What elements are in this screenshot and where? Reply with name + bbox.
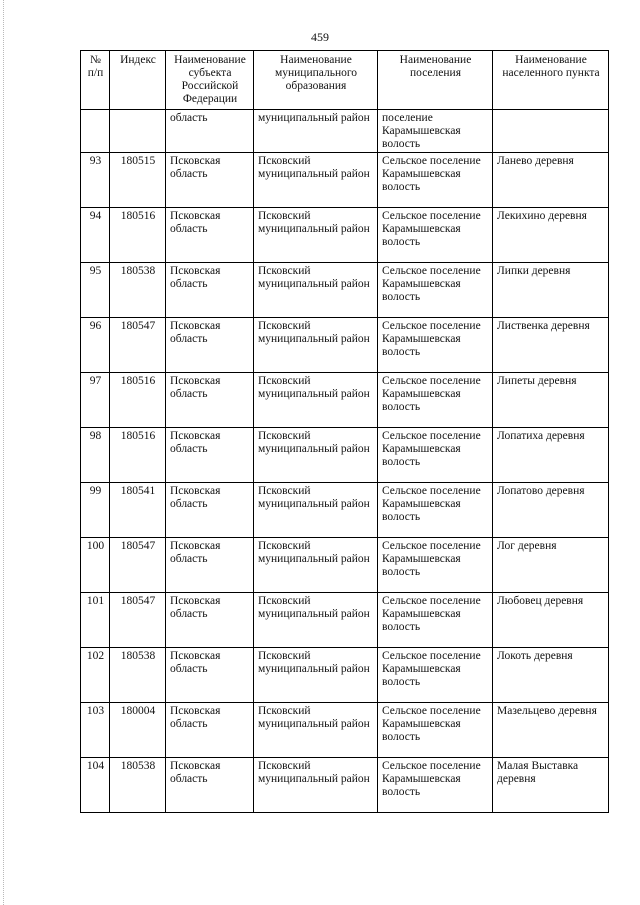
cell-settlement: Сельское поселение Карамышевская волость xyxy=(378,373,493,428)
cell-municipality: Псковский муниципальный район xyxy=(254,318,378,373)
header-index: Индекс xyxy=(110,51,166,110)
table-row xyxy=(81,758,609,813)
cell-number: 96 xyxy=(81,318,110,373)
cell-municipality: Псковский муниципальный район xyxy=(254,373,378,428)
table-row xyxy=(81,483,609,538)
table-row xyxy=(81,593,609,648)
cell-settlement: Сельское поселение Карамышевская волость xyxy=(378,483,493,538)
cell-subject: Псковская область xyxy=(166,593,254,648)
cell-subject: Псковская область xyxy=(166,703,254,758)
cell-settlement: Сельское поселение Карамышевская волость xyxy=(378,538,493,593)
cell-index: 180516 xyxy=(110,373,166,428)
cell-settlement: Сельское поселение Карамышевская волость xyxy=(378,428,493,483)
cell-municipality: Псковский муниципальный район xyxy=(254,263,378,318)
header-number: № п/п xyxy=(81,51,110,110)
cell-settlement: Сельское поселение Карамышевская волость xyxy=(378,593,493,648)
cell-index: 180538 xyxy=(110,648,166,703)
cell-index: 180515 xyxy=(110,153,166,208)
cell-subject: Псковская область xyxy=(166,318,254,373)
table-row xyxy=(81,428,609,483)
header-locality: Наименование населенного пункта xyxy=(493,51,609,110)
cell-index: 180004 xyxy=(110,703,166,758)
table-row xyxy=(81,373,609,428)
header-settlement: Наименование поселения xyxy=(378,51,493,110)
cell-locality: Лопатово деревня xyxy=(493,483,609,538)
cell-number: 95 xyxy=(81,263,110,318)
cell-number: 104 xyxy=(81,758,110,813)
cell-subject: Псковская область xyxy=(166,373,254,428)
cell-municipality: Псковский муниципальный район xyxy=(254,153,378,208)
cell-number: 100 xyxy=(81,538,110,593)
cell-locality: Любовец деревня xyxy=(493,593,609,648)
localities-table xyxy=(80,50,609,813)
table-row xyxy=(81,153,609,208)
cell-subject: Псковская область xyxy=(166,428,254,483)
table-row xyxy=(81,208,609,263)
cell-subject: Псковская область xyxy=(166,483,254,538)
cell-settlement: Сельское поселение Карамышевская волость xyxy=(378,208,493,263)
cell-index xyxy=(110,110,166,153)
cell-subject: Псковская область xyxy=(166,153,254,208)
header-subject: Наименование субъекта Российской Федерации xyxy=(166,51,254,110)
cell-index: 180547 xyxy=(110,538,166,593)
cell-number: 93 xyxy=(81,153,110,208)
cell-locality: Лекихино деревня xyxy=(493,208,609,263)
cell-subject: Псковская область xyxy=(166,263,254,318)
cell-subject: область xyxy=(166,110,254,153)
cell-index: 180538 xyxy=(110,263,166,318)
table-row xyxy=(81,318,609,373)
cell-subject: Псковская область xyxy=(166,648,254,703)
cell-locality: Лиственка деревня xyxy=(493,318,609,373)
cell-locality xyxy=(493,110,609,153)
cell-municipality: Псковский муниципальный район xyxy=(254,593,378,648)
table-row xyxy=(81,703,609,758)
page-number: 459 xyxy=(311,30,329,44)
cell-number: 98 xyxy=(81,428,110,483)
cell-index: 180547 xyxy=(110,318,166,373)
cell-municipality: муниципальный район xyxy=(254,110,378,153)
cell-locality: Лопатиха деревня xyxy=(493,428,609,483)
cell-index: 180516 xyxy=(110,428,166,483)
cell-settlement: Сельское поселение Карамышевская волость xyxy=(378,648,493,703)
cell-locality: Локоть деревня xyxy=(493,648,609,703)
cell-number: 97 xyxy=(81,373,110,428)
cell-locality: Липеты деревня xyxy=(493,373,609,428)
cell-locality: Мазельцево деревня xyxy=(493,703,609,758)
cell-locality: Лог деревня xyxy=(493,538,609,593)
cell-index: 180516 xyxy=(110,208,166,263)
cell-index: 180541 xyxy=(110,483,166,538)
table-row xyxy=(81,538,609,593)
cell-number: 102 xyxy=(81,648,110,703)
cell-number: 94 xyxy=(81,208,110,263)
cell-index: 180538 xyxy=(110,758,166,813)
cell-municipality: Псковский муниципальный район xyxy=(254,758,378,813)
cell-number: 103 xyxy=(81,703,110,758)
cell-locality: Липки деревня xyxy=(493,263,609,318)
cell-subject: Псковская область xyxy=(166,758,254,813)
cell-settlement: Сельское поселение Карамышевская волость xyxy=(378,318,493,373)
cell-settlement: поселение Карамышевская волость xyxy=(378,110,493,153)
cell-settlement: Сельское поселение Карамышевская волость xyxy=(378,703,493,758)
table-row xyxy=(81,648,609,703)
cell-subject: Псковская область xyxy=(166,538,254,593)
continuation-row xyxy=(81,110,609,153)
cell-municipality: Псковский муниципальный район xyxy=(254,703,378,758)
cell-number xyxy=(81,110,110,153)
cell-settlement: Сельское поселение Карамышевская волость xyxy=(378,758,493,813)
cell-municipality: Псковский муниципальный район xyxy=(254,208,378,263)
cell-municipality: Псковский муниципальный район xyxy=(254,648,378,703)
cell-municipality: Псковский муниципальный район xyxy=(254,428,378,483)
cell-index: 180547 xyxy=(110,593,166,648)
cell-subject: Псковская область xyxy=(166,208,254,263)
cell-locality: Малая Выставка деревня xyxy=(493,758,609,813)
cell-number: 101 xyxy=(81,593,110,648)
cell-settlement: Сельское поселение Карамышевская волость xyxy=(378,153,493,208)
header-municipality: Наименование муниципального образования xyxy=(254,51,378,110)
cell-municipality: Псковский муниципальный район xyxy=(254,538,378,593)
table-header-row xyxy=(81,51,609,110)
page-edge-dotted-line xyxy=(3,0,4,905)
table-row xyxy=(81,263,609,318)
cell-locality: Ланево деревня xyxy=(493,153,609,208)
cell-settlement: Сельское поселение Карамышевская волость xyxy=(378,263,493,318)
cell-municipality: Псковский муниципальный район xyxy=(254,483,378,538)
cell-number: 99 xyxy=(81,483,110,538)
